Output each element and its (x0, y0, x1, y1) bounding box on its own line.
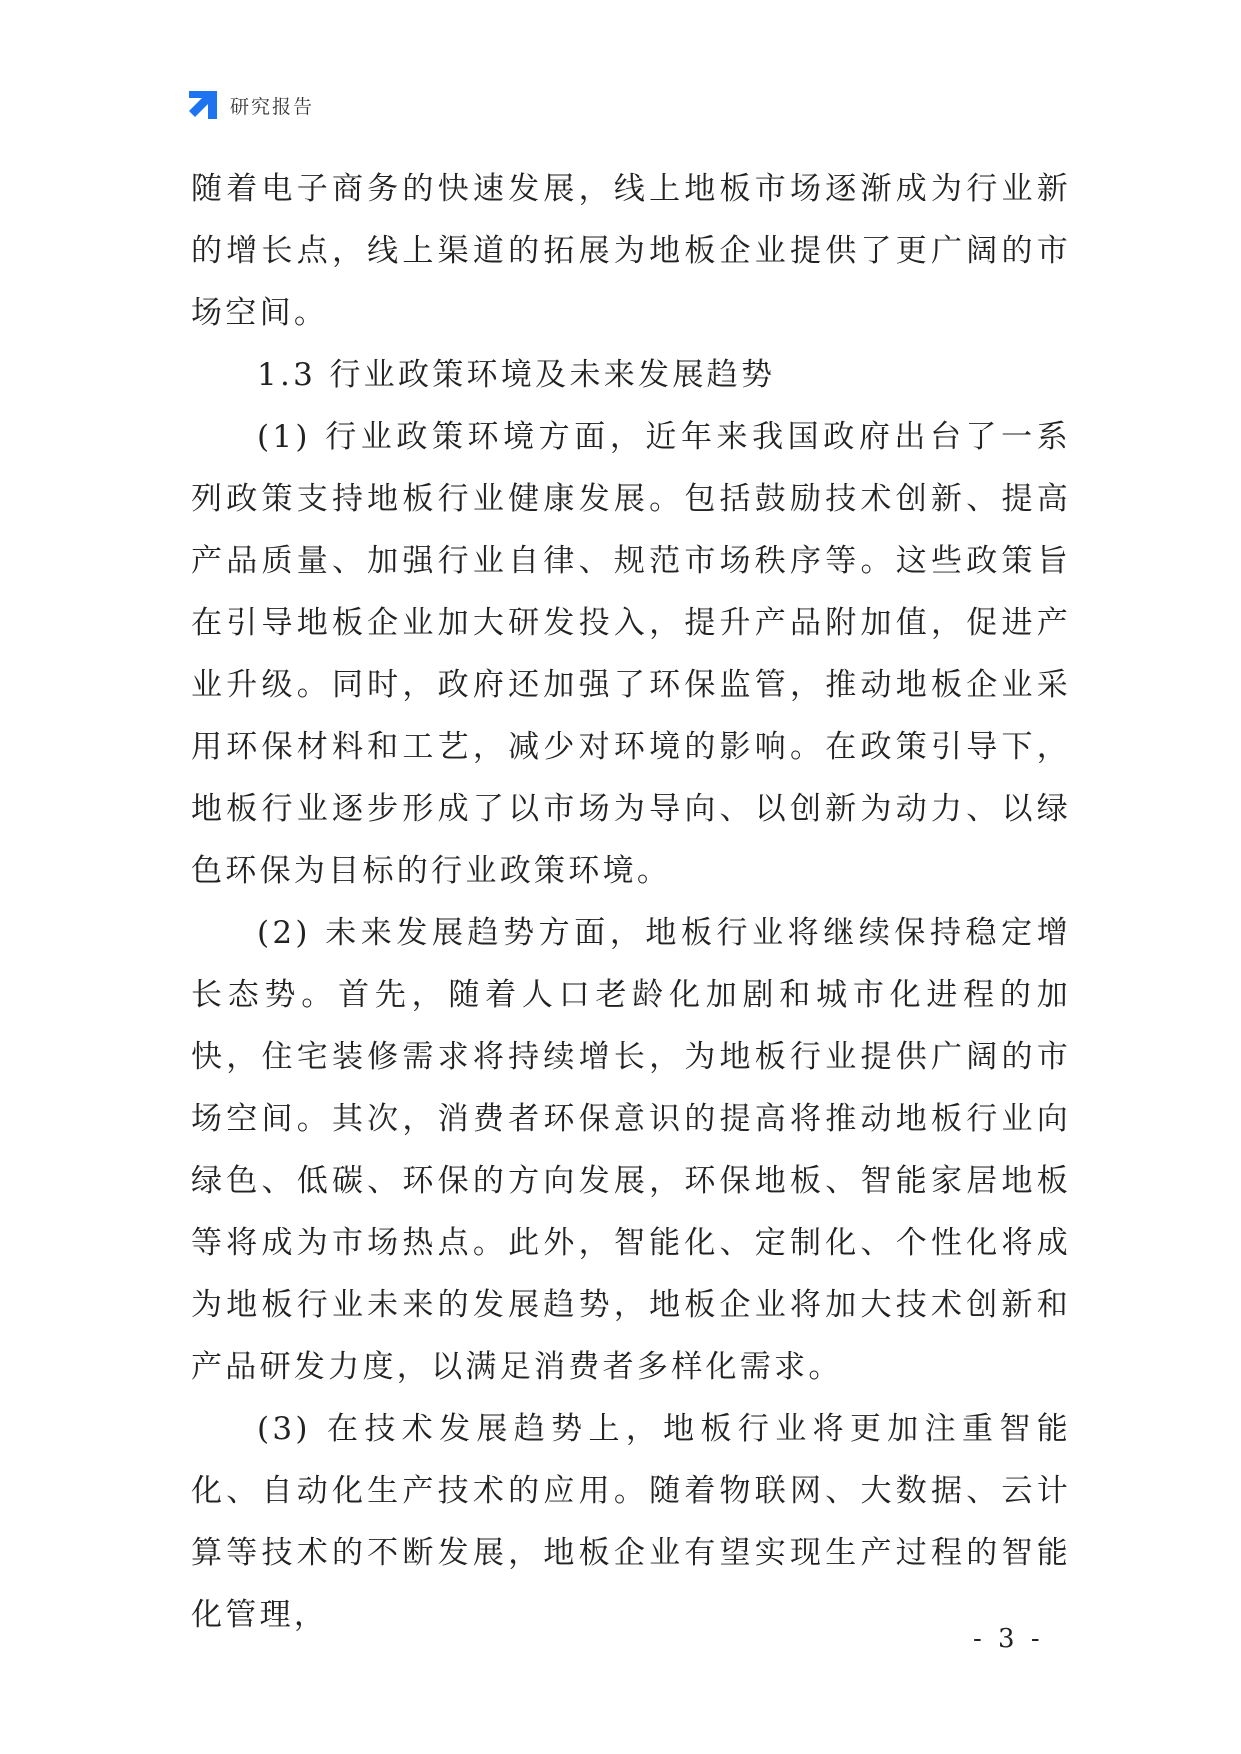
arrow-up-right-icon (186, 88, 220, 122)
paragraph-technology-trends: (3) 在技术发展趋势上，地板行业将更加注重智能化、自动化生产技术的应用。随着物联网、大数据、云计算等技术的不断发展，地板企业有望实现生产过程的智能化管理， (191, 1411, 1071, 1633)
document-header (186, 88, 314, 122)
page-number: - 3 - (973, 1624, 1044, 1654)
section-heading: 1.3 行业政策环境及未来发展趋势 (257, 357, 776, 393)
paragraph-intro: 随着电子商务的快速发展，线上地板市场逐渐成为行业新的增长点，线上渠道的拓展为地板企业提供了更广阔的市场空间。 (191, 171, 1071, 331)
header-title: 研究报告 (230, 95, 315, 118)
paragraph-policy-environment: (1) 行业政策环境方面，近年来我国政府出台了一系列政策支持地板行业健康发展。包括鼓励技术创新、提高产品质量、加强行业自律、规范市场秩序等。这些政策旨在引导地板企业加大研发投入，提升产品附加值，促进产业升级。同时，政府还加强了环保监管，推动地板企业采用环保材料和工艺，减少对环境的影响。在政策引导下，地板行业逐步形成了以市场为导向、以创新为动力、以绿色环保为目标的行业政策环境。 (191, 419, 1071, 889)
paragraph-future-trends: (2) 未来发展趋势方面，地板行业将继续保持稳定增长态势。首先，随着人口老龄化加剧和城市化进程的加快，住宅装修需求将持续增长，为地板行业提供广阔的市场空间。其次，消费者环保意识的提高将推动地板行业向绿色、低碳、环保的方向发展，环保地板、智能家居地板等将成为市场热点。此外，智能化、定制化、个性化将成为地板行业未来的发展趋势，地板企业将加大技术创新和产品研发力度，以满足消费者多样化需求。 (191, 915, 1071, 1385)
document-body (191, 158, 1071, 1646)
